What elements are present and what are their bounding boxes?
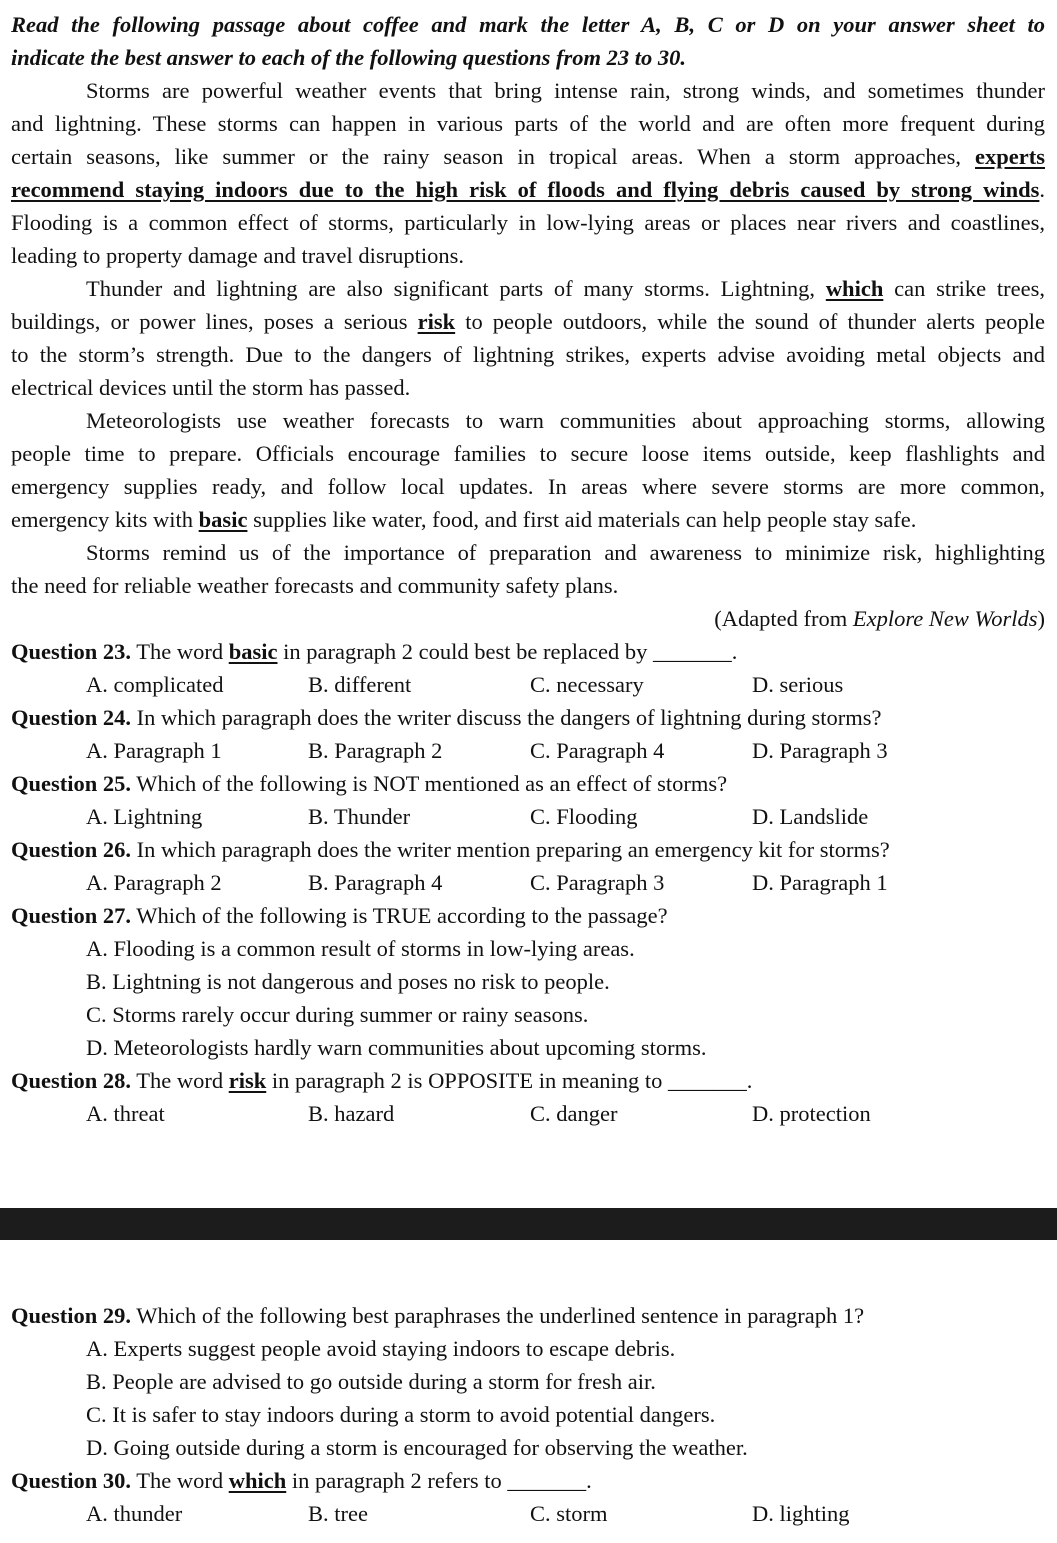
option-a[interactable]: A. Lightning: [86, 804, 203, 829]
question-number: Question 26.: [11, 837, 132, 862]
p3-line-4-a: emergency kits with: [11, 507, 194, 532]
page-separator-band: [0, 1208, 1057, 1240]
question-30-options: [11, 1497, 1045, 1530]
option-d[interactable]: D. Landslide: [752, 804, 869, 829]
option-b[interactable]: B. hazard: [308, 1101, 395, 1126]
question-25-options: [11, 800, 1045, 833]
keyword-risk: risk: [417, 309, 456, 334]
question-keyword: basic: [228, 639, 278, 664]
question-text-end: in paragraph 2 could best be replaced by _______.: [283, 639, 738, 664]
question-keyword: which: [228, 1468, 287, 1493]
option-c[interactable]: C. Paragraph 4: [530, 738, 665, 763]
option-b[interactable]: B. Thunder: [308, 804, 411, 829]
question-number: Question 30.: [11, 1468, 132, 1493]
option-a[interactable]: A. thunder: [86, 1501, 183, 1526]
p2-line-1-a: Thunder and lightning are also significant parts of many storms. Lightning,: [86, 276, 816, 301]
question-text-end: in paragraph 2 refers to _______.: [291, 1468, 592, 1493]
underlined-sentence-end: recommend staying indoors due to the high risk of floods and flying debris caused by strong winds: [11, 177, 1040, 202]
p1-line-3: [11, 140, 1045, 173]
p1-line-1: Storms are powerful weather events that bring intense rain, strong winds, and sometimes thunder: [86, 78, 1045, 103]
question-number: Question 24.: [11, 705, 132, 730]
worksheet-page-1: [11, 8, 1045, 1130]
option-b[interactable]: B. tree: [308, 1501, 368, 1526]
p2-line-2-c: to people outdoors, while the sound of thunder alerts people: [465, 309, 1045, 334]
p2-line-3: to the storm’s strength. Due to the dangers of lightning strikes, experts advise avoiding metal objects and: [11, 342, 1045, 367]
question-28: [11, 1064, 1045, 1097]
option-c[interactable]: C. It is safer to stay indoors during a storm to avoid potential dangers.: [86, 1402, 716, 1427]
p3-line-1: Meteorologists use weather forecasts to warn communities about approaching storms, allowing: [86, 408, 1045, 433]
question-26: [11, 833, 1045, 866]
p2-line-2-a: buildings, or power lines, poses a serious: [11, 309, 408, 334]
option-c[interactable]: C. Storms rarely occur during summer or rainy seasons.: [86, 1002, 589, 1027]
source-title: Explore New Worlds: [852, 606, 1038, 631]
option-d[interactable]: D. Paragraph 1: [752, 870, 888, 895]
option-b[interactable]: B. People are advised to go outside during a storm for fresh air.: [86, 1369, 656, 1394]
question-keyword: risk: [228, 1068, 267, 1093]
question-26-options: [11, 866, 1045, 899]
question-text: In which paragraph does the writer discuss the dangers of lightning during storms?: [136, 705, 882, 730]
p4-line-2: the need for reliable weather forecasts and community safety plans.: [11, 573, 619, 598]
option-d[interactable]: D. lighting: [752, 1501, 850, 1526]
question-text: The word: [136, 639, 224, 664]
question-number: Question 25.: [11, 771, 132, 796]
option-a[interactable]: A. threat: [86, 1101, 165, 1126]
p1-line-4: [11, 173, 1045, 206]
question-text: Which of the following best paraphrases the underlined sentence in paragraph 1?: [136, 1303, 865, 1328]
question-number: Question 27.: [11, 903, 132, 928]
question-text: Which of the following is TRUE according to the passage?: [136, 903, 668, 928]
option-d[interactable]: D. Going outside during a storm is encouraged for observing the weather.: [86, 1435, 748, 1460]
p1-line-6: leading to property damage and travel disruptions.: [11, 243, 464, 268]
p2-line-2: [11, 305, 1045, 338]
p2-line-1-c: can strike trees,: [894, 276, 1046, 301]
option-d[interactable]: D. protection: [752, 1101, 871, 1126]
instructions-line-2: indicate the best answer to each of the following questions from 23 to 30.: [11, 45, 687, 70]
worksheet-page-2: [11, 1299, 1045, 1530]
p2-line-4: electrical devices until the storm has passed.: [11, 375, 411, 400]
option-a[interactable]: A. complicated: [86, 672, 224, 697]
p4-line-1: Storms remind us of the importance of preparation and awareness to minimize risk, highlighting: [86, 540, 1045, 565]
question-text: Which of the following is NOT mentioned as an effect of storms?: [136, 771, 728, 796]
option-c[interactable]: C. storm: [530, 1501, 608, 1526]
question-24-options: [11, 734, 1045, 767]
option-c[interactable]: C. danger: [530, 1101, 618, 1126]
instructions-line-1: Read the following passage about coffee and mark the letter A, B, C or D on your answer sheet to: [11, 12, 1045, 37]
option-c[interactable]: C. Flooding: [530, 804, 638, 829]
question-27: [11, 899, 1045, 932]
question-text: The word: [136, 1068, 224, 1093]
option-d[interactable]: D. Paragraph 3: [752, 738, 888, 763]
p3-line-4-c: supplies like water, food, and first aid materials can help people stay safe.: [253, 507, 917, 532]
question-25: [11, 767, 1045, 800]
question-number: Question 28.: [11, 1068, 132, 1093]
source-suffix: ): [1037, 606, 1045, 631]
question-30: [11, 1464, 1045, 1497]
p2-line-1: [11, 272, 1045, 305]
question-text: In which paragraph does the writer mention preparing an emergency kit for storms?: [136, 837, 890, 862]
option-c[interactable]: C. necessary: [530, 672, 644, 697]
p3-line-4: [11, 503, 1045, 536]
keyword-basic: basic: [198, 507, 248, 532]
p3-line-3: emergency supplies ready, and follow local updates. In areas where severe storms are more common,: [11, 474, 1045, 499]
option-a[interactable]: A. Flooding is a common result of storms in low-lying areas.: [86, 936, 635, 961]
p1-line-3-text: certain seasons, like summer or the rainy season in tropical areas. When a storm approaches,: [11, 144, 961, 169]
option-b[interactable]: B. Paragraph 2: [308, 738, 443, 763]
option-d[interactable]: D. Meteorologists hardly warn communities about upcoming storms.: [86, 1035, 707, 1060]
question-text-end: in paragraph 2 is OPPOSITE in meaning to _______.: [271, 1068, 753, 1093]
question-24: [11, 701, 1045, 734]
p1-line-4-period: .: [1039, 177, 1045, 202]
question-number: Question 23.: [11, 639, 132, 664]
question-23: [11, 635, 1045, 668]
p3-line-2: people time to prepare. Officials encourage families to secure loose items outside, keep flashlights and: [11, 441, 1045, 466]
question-29: [11, 1299, 1045, 1332]
keyword-which: which: [825, 276, 884, 301]
question-23-options: [11, 668, 1045, 701]
source-citation: [11, 602, 1045, 635]
p1-line-2: and lightning. These storms can happen in various parts of the world and are often more frequent during: [11, 111, 1045, 136]
option-b[interactable]: B. different: [308, 672, 412, 697]
question-number: Question 29.: [11, 1303, 132, 1328]
option-b[interactable]: B. Paragraph 4: [308, 870, 443, 895]
question-28-options: [11, 1097, 1045, 1130]
underlined-sentence-start: experts: [975, 144, 1045, 169]
option-c[interactable]: C. Paragraph 3: [530, 870, 665, 895]
source-prefix: (Adapted from: [714, 606, 848, 631]
option-d[interactable]: D. serious: [752, 672, 844, 697]
option-a[interactable]: A. Paragraph 1: [86, 738, 222, 763]
option-a[interactable]: A. Paragraph 2: [86, 870, 222, 895]
option-a[interactable]: A. Experts suggest people avoid staying indoors to escape debris.: [86, 1336, 676, 1361]
p1-line-5: Flooding is a common effect of storms, particularly in low-lying areas or places near rivers and coastlines,: [11, 210, 1045, 235]
question-text: The word: [136, 1468, 224, 1493]
option-b[interactable]: B. Lightning is not dangerous and poses no risk to people.: [86, 969, 610, 994]
